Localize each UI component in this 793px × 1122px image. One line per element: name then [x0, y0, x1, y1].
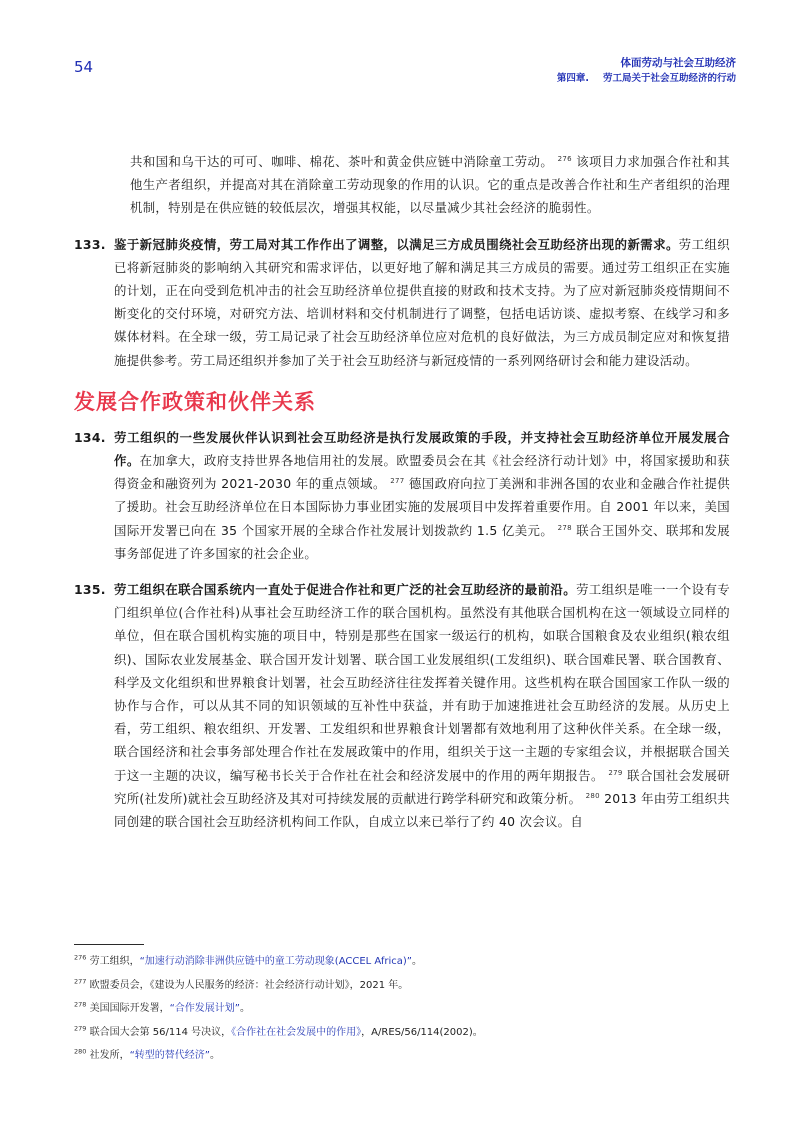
footnote-link[interactable]: “加速行动消除非洲供应链中的童工劳动现象(ACCEL Africa)” [139, 956, 412, 967]
paragraph-body: 劳工组织已将新冠肺炎的影响纳入其研究和需求评估，以更好地了解和满足其三方成员的需要。通过劳工组织正在实施的计划，正在向受到危机冲击的社会互助经济单位提供直接的财政和技术支持。为了应对新冠肺炎疫情期间不断变化的交付环境，对研究方法、培训材料和交付机制进行了调整，包括电话访谈、虚拟考察、在线学习和多媒体材料。在全球一级，劳工局记录了社会互助经济单位应对危机的良好做法，为三方成员制定应对和恢复措施提供参考。劳工局还组织并参加了关于社会互助经济与新冠疫情的一系列网络研讨会和能力建设活动。 [114, 236, 730, 368]
continuation-paragraph: 共和国和乌干达的可可、咖啡、棉花、茶叶和黄金供应链中消除童工劳动。 $^{276}$ 该项目力求加强合作社和其他生产者组织，并提高对其在消除童工劳动现象的作用的认识。它的重点是改善合作社和生产者组织的治理机制，特别是在供应链的较低层次，增强其权能，以尽量减少其社会经济的脆弱性。 [130, 154, 730, 216]
footnote-ref[interactable]: 277 [390, 477, 405, 486]
paragraph-134: 134. 劳工组织的一些发展伙伴认识到社会互助经济是执行发展政策的手段，并支持社会互助经济单位开展发展合作。在加拿大，政府支持世界各地信用社的发展。欧盟委员会在其《社会经济行动计划》中，将国家援助和获得资金和融资列为 2021-2030 年的重点领域。 $^{277}$ 德国政府向拉丁美洲和非洲各国的农业和金融合作社提供了援助。社会互助经济单位在日本国际协力事业团实施的发展项目中发挥着重要作用。自 2001 年以来，美国国际开发署已向在 35 个国家开展的全球合作社发展计划拨款约 1.5 亿美元。 $^{278}$ 联合王国外交、联邦和发展事务部促进了许多国家的社会企业。 [74, 426, 730, 565]
page-number: 54 [74, 58, 94, 76]
footnote-ref[interactable]: 279 [608, 768, 623, 777]
paragraph-lead: 劳工组织的一些发展伙伴认识到社会互助经济是执行发展政策的手段，并支持社会互助经济单位开展发展合作。 [114, 429, 730, 469]
footnote-link[interactable]: “转型的替代经济” [129, 1050, 210, 1061]
footnote-276: $^{276}$ 劳工组织，“加速行动消除非洲供应链中的童工劳动现象(ACCEL Africa)”。 [74, 953, 422, 967]
chapter-number: 第四章. [556, 73, 589, 84]
footnote-ref[interactable]: 278 [557, 523, 572, 532]
header-chapter [557, 71, 736, 86]
running-header [557, 56, 736, 86]
footnote-ref[interactable]: 280 [585, 791, 600, 800]
footnote-divider [74, 944, 144, 945]
footnote-ref[interactable]: 276 [557, 154, 572, 163]
footnote-link[interactable]: 《合作社在社会发展中的作用》 [231, 1026, 362, 1038]
paragraph-lead: 鉴于新冠肺炎疫情，劳工局对其工作作出了调整，以满足三方成员围绕社会互助经济出现的新需求。 [114, 236, 679, 252]
footnote-280: $^{280}$ 社发所，“转型的替代经济”。 [74, 1047, 220, 1061]
paragraph-number: 135. [74, 582, 106, 598]
footnote-277: $^{277}$ 欧盟委员会，《建设为人民服务的经济：社会经济行动计划》，2021 年。 [74, 977, 409, 991]
paragraph-number: 133. [74, 236, 106, 252]
paragraph-133 [74, 233, 730, 372]
header-title: 体面劳动与社会互助经济 [620, 57, 736, 69]
section-heading: 发展合作政策和伙伴关系 [74, 389, 316, 414]
paragraph-number: 134. [74, 429, 106, 445]
paragraph-lead: 劳工组织在联合国系统内一直处于促进合作社和更广泛的社会互助经济的最前沿。 [114, 582, 577, 598]
chapter-title: 劳工局关于社会互助经济的行动 [602, 73, 736, 84]
paragraph-135: 135. 劳工组织在联合国系统内一直处于促进合作社和更广泛的社会互助经济的最前沿。劳工组织是唯一一个设有专门组织单位(合作社科)从事社会互助经济工作的联合国机构。虽然没有其他联合国机构在这一领域设立同样的单位，但在联合国机构实施的项目中，特别是那些在国家一级运行的机构，如联合国粮食及农业组织(粮农组织)、国际农业发展基金、联合国开发计划署、联合国工业发展组织(工发组织)、联合国难民署、联合国教育、科学及文化组织和世界粮食计划署，社会互助经济往往发挥着关键作用。这些机构在联合国国家工作队一级的协作与合作，可以从其不同的知识领域的互补性中获益，并有助于加速推进社会互助经济的发展。从历史上看，劳工组织、粮农组织、开发署、工发组织和世界粮食计划署都有效地利用了这种伙伴关系。在全球一级，联合国经济和社会事务部处理合作社在发展政策中的作用，组织关于这一主题的专家组会议，并根据联合国关于这一主题的决议，编写秘书长关于合作社在社会和经济发展中的作用的两年期报告。 $^{279}$ 联合国社会发展研究所(社发所)就社会互助经济及其对可持续发展的贡献进行跨学科研究和政策分析。 $^{280}$ 2013 年由劳工组织共同创建的联合国社会互助经济机构间工作队，自成立以来已举行了约 40 次会议。自 [74, 578, 730, 833]
footnote-link[interactable]: “合作发展计划” [169, 1003, 240, 1014]
footnote-278: $^{278}$ 美国国际开发署，“合作发展计划”。 [74, 1000, 250, 1014]
footnotes [74, 950, 730, 1068]
main-content [74, 150, 730, 833]
footnote-279: $^{279}$ 联合国大会第 56/114 号决议，《合作社在社会发展中的作用》，A/RES/56/114(2002)。 [74, 1024, 483, 1038]
